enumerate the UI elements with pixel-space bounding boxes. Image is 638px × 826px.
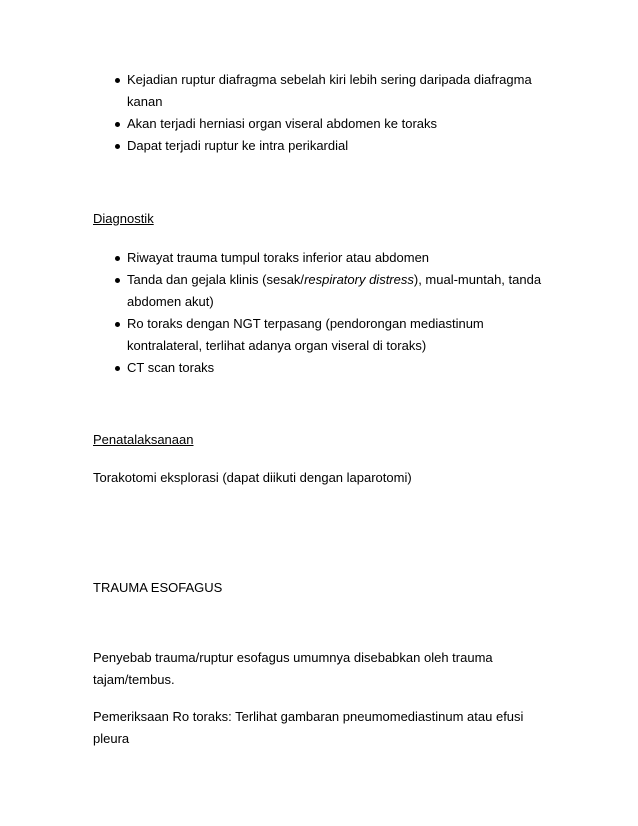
list-item-line: CT scan toraks <box>127 360 215 375</box>
penatalaksanaan-heading: Penatalaksanaan <box>93 432 194 447</box>
list-item <box>93 357 553 379</box>
diagnostik-bullet-list <box>93 247 553 379</box>
italic-text-run: respiratory distress <box>304 272 414 287</box>
text-run: Tanda dan gejala klinis (sesak/ <box>127 272 305 287</box>
paragraph <box>93 706 553 750</box>
list-item <box>93 313 553 357</box>
diagnostik-heading: Diagnostik <box>93 211 154 226</box>
list-item-line: Akan terjadi herniasi organ viseral abdomen ke toraks <box>127 116 438 131</box>
diafragma-bullet-list <box>93 69 553 157</box>
list-item <box>93 135 553 157</box>
penatalaksanaan-text: Torakotomi eksplorasi (dapat diikuti dengan laparotomi) <box>93 470 412 485</box>
trauma-esofagus-heading: TRAUMA ESOFAGUS <box>93 580 223 595</box>
list-item <box>93 69 553 113</box>
list-item-line: Ro toraks dengan NGT terpasang (pendorongan mediastinum <box>127 316 484 331</box>
list-item <box>93 269 553 313</box>
list-item-line <box>127 269 553 291</box>
text-run: ), mual-muntah, tanda <box>413 272 542 287</box>
list-item <box>93 113 553 135</box>
list-item-line: kontralateral, terlihat adanya organ viseral di toraks) <box>127 338 427 353</box>
paragraph-line: Pemeriksaan Ro toraks: Terlihat gambaran pneumomediastinum atau efusi <box>93 709 524 724</box>
list-item-line: Dapat terjadi ruptur ke intra perikardial <box>127 138 349 153</box>
list-item-line: kanan <box>127 94 163 109</box>
list-item <box>93 247 553 269</box>
paragraph-line: tajam/tembus. <box>93 672 175 687</box>
list-item-line: abdomen akut) <box>127 294 214 309</box>
list-item-line: Riwayat trauma tumpul toraks inferior atau abdomen <box>127 250 430 265</box>
list-item-line: Kejadian ruptur diafragma sebelah kiri lebih sering daripada diafragma <box>127 72 532 87</box>
paragraph-line: pleura <box>93 731 130 746</box>
paragraph <box>93 647 553 691</box>
paragraph-line: Penyebab trauma/ruptur esofagus umumnya disebabkan oleh trauma <box>93 650 493 665</box>
